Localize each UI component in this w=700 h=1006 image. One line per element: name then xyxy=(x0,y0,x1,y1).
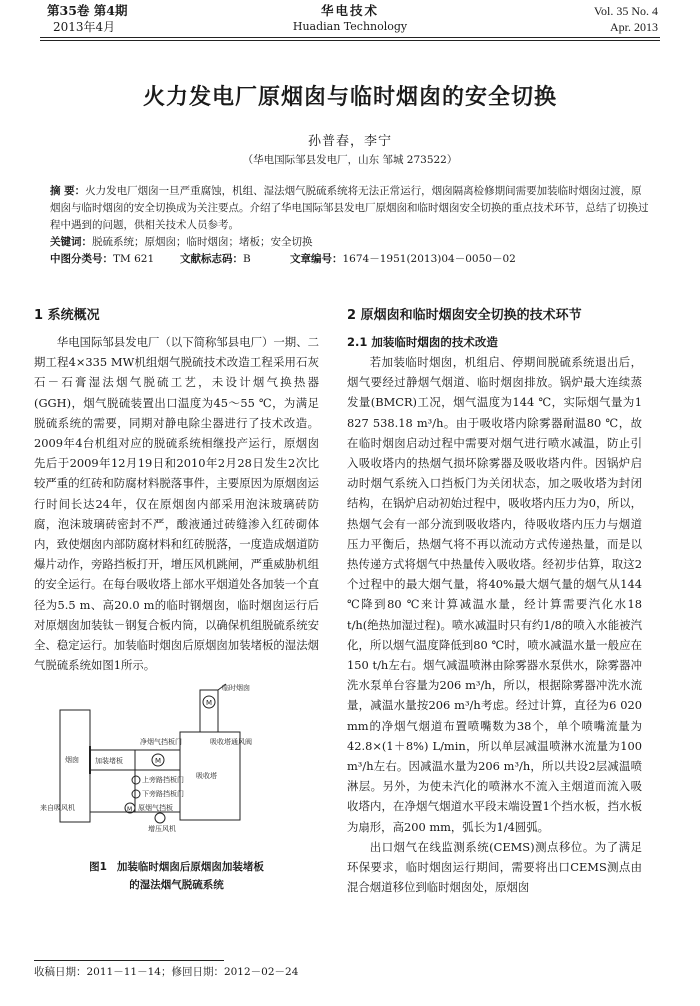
figure-1-schematic xyxy=(40,682,310,832)
doc-code-value: B xyxy=(243,253,251,265)
label-booster-fan: 增压风机 xyxy=(148,825,176,832)
label-motor-top: M xyxy=(206,699,213,707)
label-temp-chimney: 临时烟囱 xyxy=(222,684,250,692)
booster-fan-symbol xyxy=(155,813,165,823)
footnote-rule xyxy=(34,960,224,961)
article-number-label: 文章编号： xyxy=(290,253,343,265)
received-date-footnote: 收稿日期：2011－11－14；修回日期：2012－02－24 xyxy=(34,966,299,978)
label-lower-bypass: 下旁路挡板门 xyxy=(142,790,184,798)
abstract-paragraph xyxy=(50,183,650,234)
keywords-text: 脱硫系统；原烟囱；临时烟囱；堵板；安全切换 xyxy=(92,236,313,248)
clc-label: 中图分类号： xyxy=(50,253,113,265)
journal-name-en: Huadian Technology xyxy=(292,20,408,33)
section-2-heading: 2 原烟囱和临时烟囱安全切换的技术环节 xyxy=(347,308,582,323)
doc-code-label: 文献标志码： xyxy=(180,253,243,265)
label-plug-plate: 加装堵板 xyxy=(95,757,123,765)
label-from-id-fan: 来自吸风机 xyxy=(40,804,75,812)
header-right xyxy=(594,3,658,35)
article-number-value: 1674－1951(2013)04－0050－02 xyxy=(342,253,516,265)
section-2-paragraph-1: 若加装临时烟囱，机组启、停期间脱硫系统退出后，烟气要经过静烟气烟道、临时烟囱排放。锅炉最大连续蒸发量(BMCR)工况，烟气温度为144 ℃，实际烟气量为1 827 538.18 m³/h。由于吸收塔内除雾器耐温80 ℃，故在临时烟囱启动过程中需要对烟气进行喷水减温，防止引入吸收塔内的热烟气损坏除雾器及吸收塔内件。因锅炉启动时烟气系统入口挡板门为关闭状态，加之吸收塔为封闭结构，在锅炉启动初始过程中，吸收塔内压力为0，所以，热烟气会有一部分流到吸收塔内，待吸收塔内压力与烟道压力平衡后，热烟气将不再以流动方式传递热量，而是以热传递方式将烟气中热量传入吸收塔。经初步估算，取这2个过程中的最大烟气量，将40%最大烟气量的烟气从144 ℃降到80 ℃来计算减温水量，经计算需要汽化水18 t/h(绝热加湿过程)。喷水减温时只有约1/8的喷入水能被汽化，所以烟气温度降低到80 ℃时，喷水减温水量一般应在150 t/h左右。烟气减温喷淋由除雾器水泵供水，除雾器冲洗水泵单台容量为206 m³/h，所以，根据除雾器冲洗水流量，减温水量按206 m³/h考虑。经过计算，直径为6 020 mm的净烟气烟道布置喷嘴数为38个，单个喷嘴流量为42.8×(1＋8%) L/min，所以单层减温喷淋水流量为100 m³/h左右。因减温水量为206 m³/h，所以共设2层减温喷淋层。另外，为使未汽化的喷淋水不流入主烟道而流入吸收塔内，在净烟气烟道水平段末端设置1个挡水板，挡水板为扇形，高200 mm，弧长为1/4圆弧。 xyxy=(347,355,642,834)
figure-1-caption xyxy=(34,858,319,894)
label-raw-gas-damper: 原烟气挡板 xyxy=(138,804,173,812)
volume-cn: 第35卷 第4期 xyxy=(47,3,128,18)
keywords-line xyxy=(50,234,650,251)
paper-authors: 孙普春，李宁 xyxy=(307,134,392,149)
clc-value: TM 621 xyxy=(113,253,155,265)
paper-title: 火力发电厂原烟囱与临时烟囱的安全切换 xyxy=(142,85,557,110)
abstract-text: 火力发电厂烟囱一旦严重腐蚀，机组、湿法烟气脱硫系统将无法正常运行，烟囱隔离检修期间需要加装临时烟囱过渡，原烟囱与临时烟囱的安全切换成为关注要点。介绍了华电国际邹县发电厂原烟囱和临时烟囱安全切换的重点技术环节，总结了切换过程中遇到的问题，供相关技术人员参考。 xyxy=(50,185,649,231)
running-header xyxy=(0,0,700,44)
journal-name-cn: 华电技术 xyxy=(320,3,379,18)
abstract-block xyxy=(50,183,650,268)
subsection-2-1-heading: 2.1 加装临时烟囱的技术改造 xyxy=(347,335,498,349)
caption-line-1: 加装临时烟囱后原烟囱加装堵板 xyxy=(116,861,264,873)
left-column xyxy=(34,306,319,675)
section-1-paragraph: 华电国际邹县发电厂（以下简称邹县电厂）一期、二期工程4×335 MW机组烟气脱硫技术改造工程采用石灰石－石膏湿法烟气脱硫工艺，未设计烟气换热器(GGH)，烟气脱硫装置出口温度为45～55 ℃，为满足脱硫系统的需要，同期对静电除尘器进行了技术改造。2009年4台机组对应的脱硫系统相继投产运行，原烟囱先后于2009年12月19日和2010年2月28日发生2次比较严重的红砖和防腐材料脱落事件，主要原因为原烟囱运行时间长达24年，仅在原烟囱内部采用泡沫玻璃砖防腐，泡沫玻璃砖密封不严，酸液通过砖缝渗入红砖砌体内，致使烟囱内部防腐材料和红砖脱落，一度造成烟道防爆片动作，旁路挡板打开，增压风机跳闸，严重威胁机组的安全运行。在每台吸收塔上部水平烟道处各加装一个直径为5.5 m、高20.0 m的临时钢烟囱，临时烟囱运行后对原烟囱加装钛－钢复合板内筒，以确保机组脱硫系统安全、稳定运行。加装临时烟囱后原烟囱加装堵板的湿法烟气脱硫系统如图1所示。 xyxy=(34,335,319,673)
label-clean-gas-damper: 净烟气挡板门 xyxy=(140,738,182,746)
label-motor-clean: M xyxy=(155,757,162,765)
date-en: Apr. 2013 xyxy=(610,20,658,34)
date-cn: 2013年4月 xyxy=(53,20,116,34)
lower-bypass-symbol xyxy=(132,790,140,798)
volume-en: Vol. 35 No. 4 xyxy=(593,4,658,18)
label-motor-raw: M xyxy=(127,806,133,813)
label-chimney: 烟囱 xyxy=(65,756,79,764)
abstract-label: 摘 要： xyxy=(50,185,86,197)
label-absorber-vent: 吸收塔通风阀 xyxy=(210,738,252,746)
section-1-heading: 1 系统概况 xyxy=(34,308,100,323)
paper-affiliation: （华电国际邹县发电厂，山东 邹城 273522） xyxy=(242,154,458,166)
classification-line xyxy=(50,251,650,268)
figure-number: 图1 xyxy=(89,861,107,873)
header-rule-thin xyxy=(40,40,660,41)
upper-bypass-symbol xyxy=(132,776,140,784)
header-rule-thick xyxy=(40,37,660,38)
label-absorber: 吸收塔 xyxy=(196,772,217,780)
keywords-label: 关键词： xyxy=(50,236,92,248)
label-upper-bypass: 上旁路挡板门 xyxy=(142,776,184,784)
caption-line-2: 的湿法烟气脱硫系统 xyxy=(129,879,224,891)
section-2-paragraph-2: 出口烟气在线监测系统(CEMS)测点移位。为了满足环保要求，临时烟囱运行期间，需要将出口CEMS测点由混合烟道移位到临时烟囱处，原烟囱 xyxy=(347,839,642,895)
right-column xyxy=(347,306,642,897)
